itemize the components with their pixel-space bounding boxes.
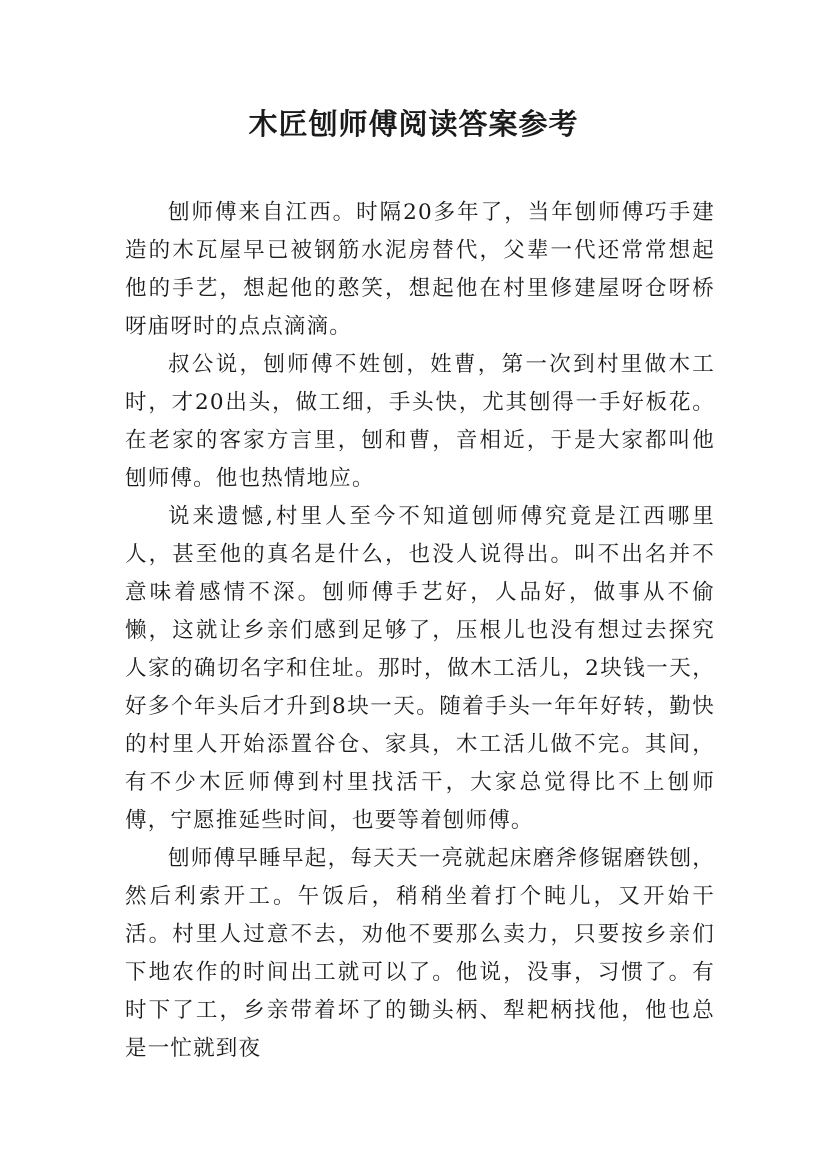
paragraph-1: 刨师傅来自江西。时隔20多年了，当年刨师傅巧手建造的木瓦屋早已被钢筋水泥房替代，父辈一代还常常想起他的手艺，想起他的憨笑，想起他在村里修建屋呀仓呀桥呀庙呀时的点点滴滴。	[125, 200, 715, 339]
paragraph-3: 说来遗憾,村里人至今不知道刨师傅究竟是江西哪里人，甚至他的真名是什么，也没人说得出。叫不出名并不意味着感情不深。刨师傅手艺好，人品好，做事从不偷懒，这就让乡亲们感到足够了，压根儿也没有想过去探究人家的确切名字和住址。那时，做木工活儿，2块钱一天，好多个年头后才升到8块一天。随着手头一年年好转，勤快的村里人开始添置谷仓、家具，木工活儿做不完。其间，有不少木匠师傅到村里找活干，大家总觉得比不上刨师傅，宁愿推延些时间，也要等着刨师傅。	[125, 504, 715, 833]
paragraph-4: 刨师傅早睡早起，每天天一亮就起床磨斧修锯磨铁刨，然后利索开工。午饭后，稍稍坐着打个盹儿，又开始干活。村里人过意不去，劝他不要那么卖力，只要按乡亲们下地农作的时间出工就可以了。他说，没事，习惯了。有时下了工，乡亲带着坏了的锄头柄、犁耙柄找他，他也总是一忙就到夜	[125, 846, 715, 1061]
document-body	[125, 194, 715, 1068]
paragraph-2: 叔公说，刨师傅不姓刨，姓曹，第一次到村里做木工时，才20出头，做工细，手头快，尤其刨得一手好板花。在老家的客家方言里，刨和曹，音相近，于是大家都叫他刨师傅。他也热情地应。	[125, 352, 715, 491]
document-title: 木匠刨师傅阅读答案参考	[248, 107, 579, 141]
